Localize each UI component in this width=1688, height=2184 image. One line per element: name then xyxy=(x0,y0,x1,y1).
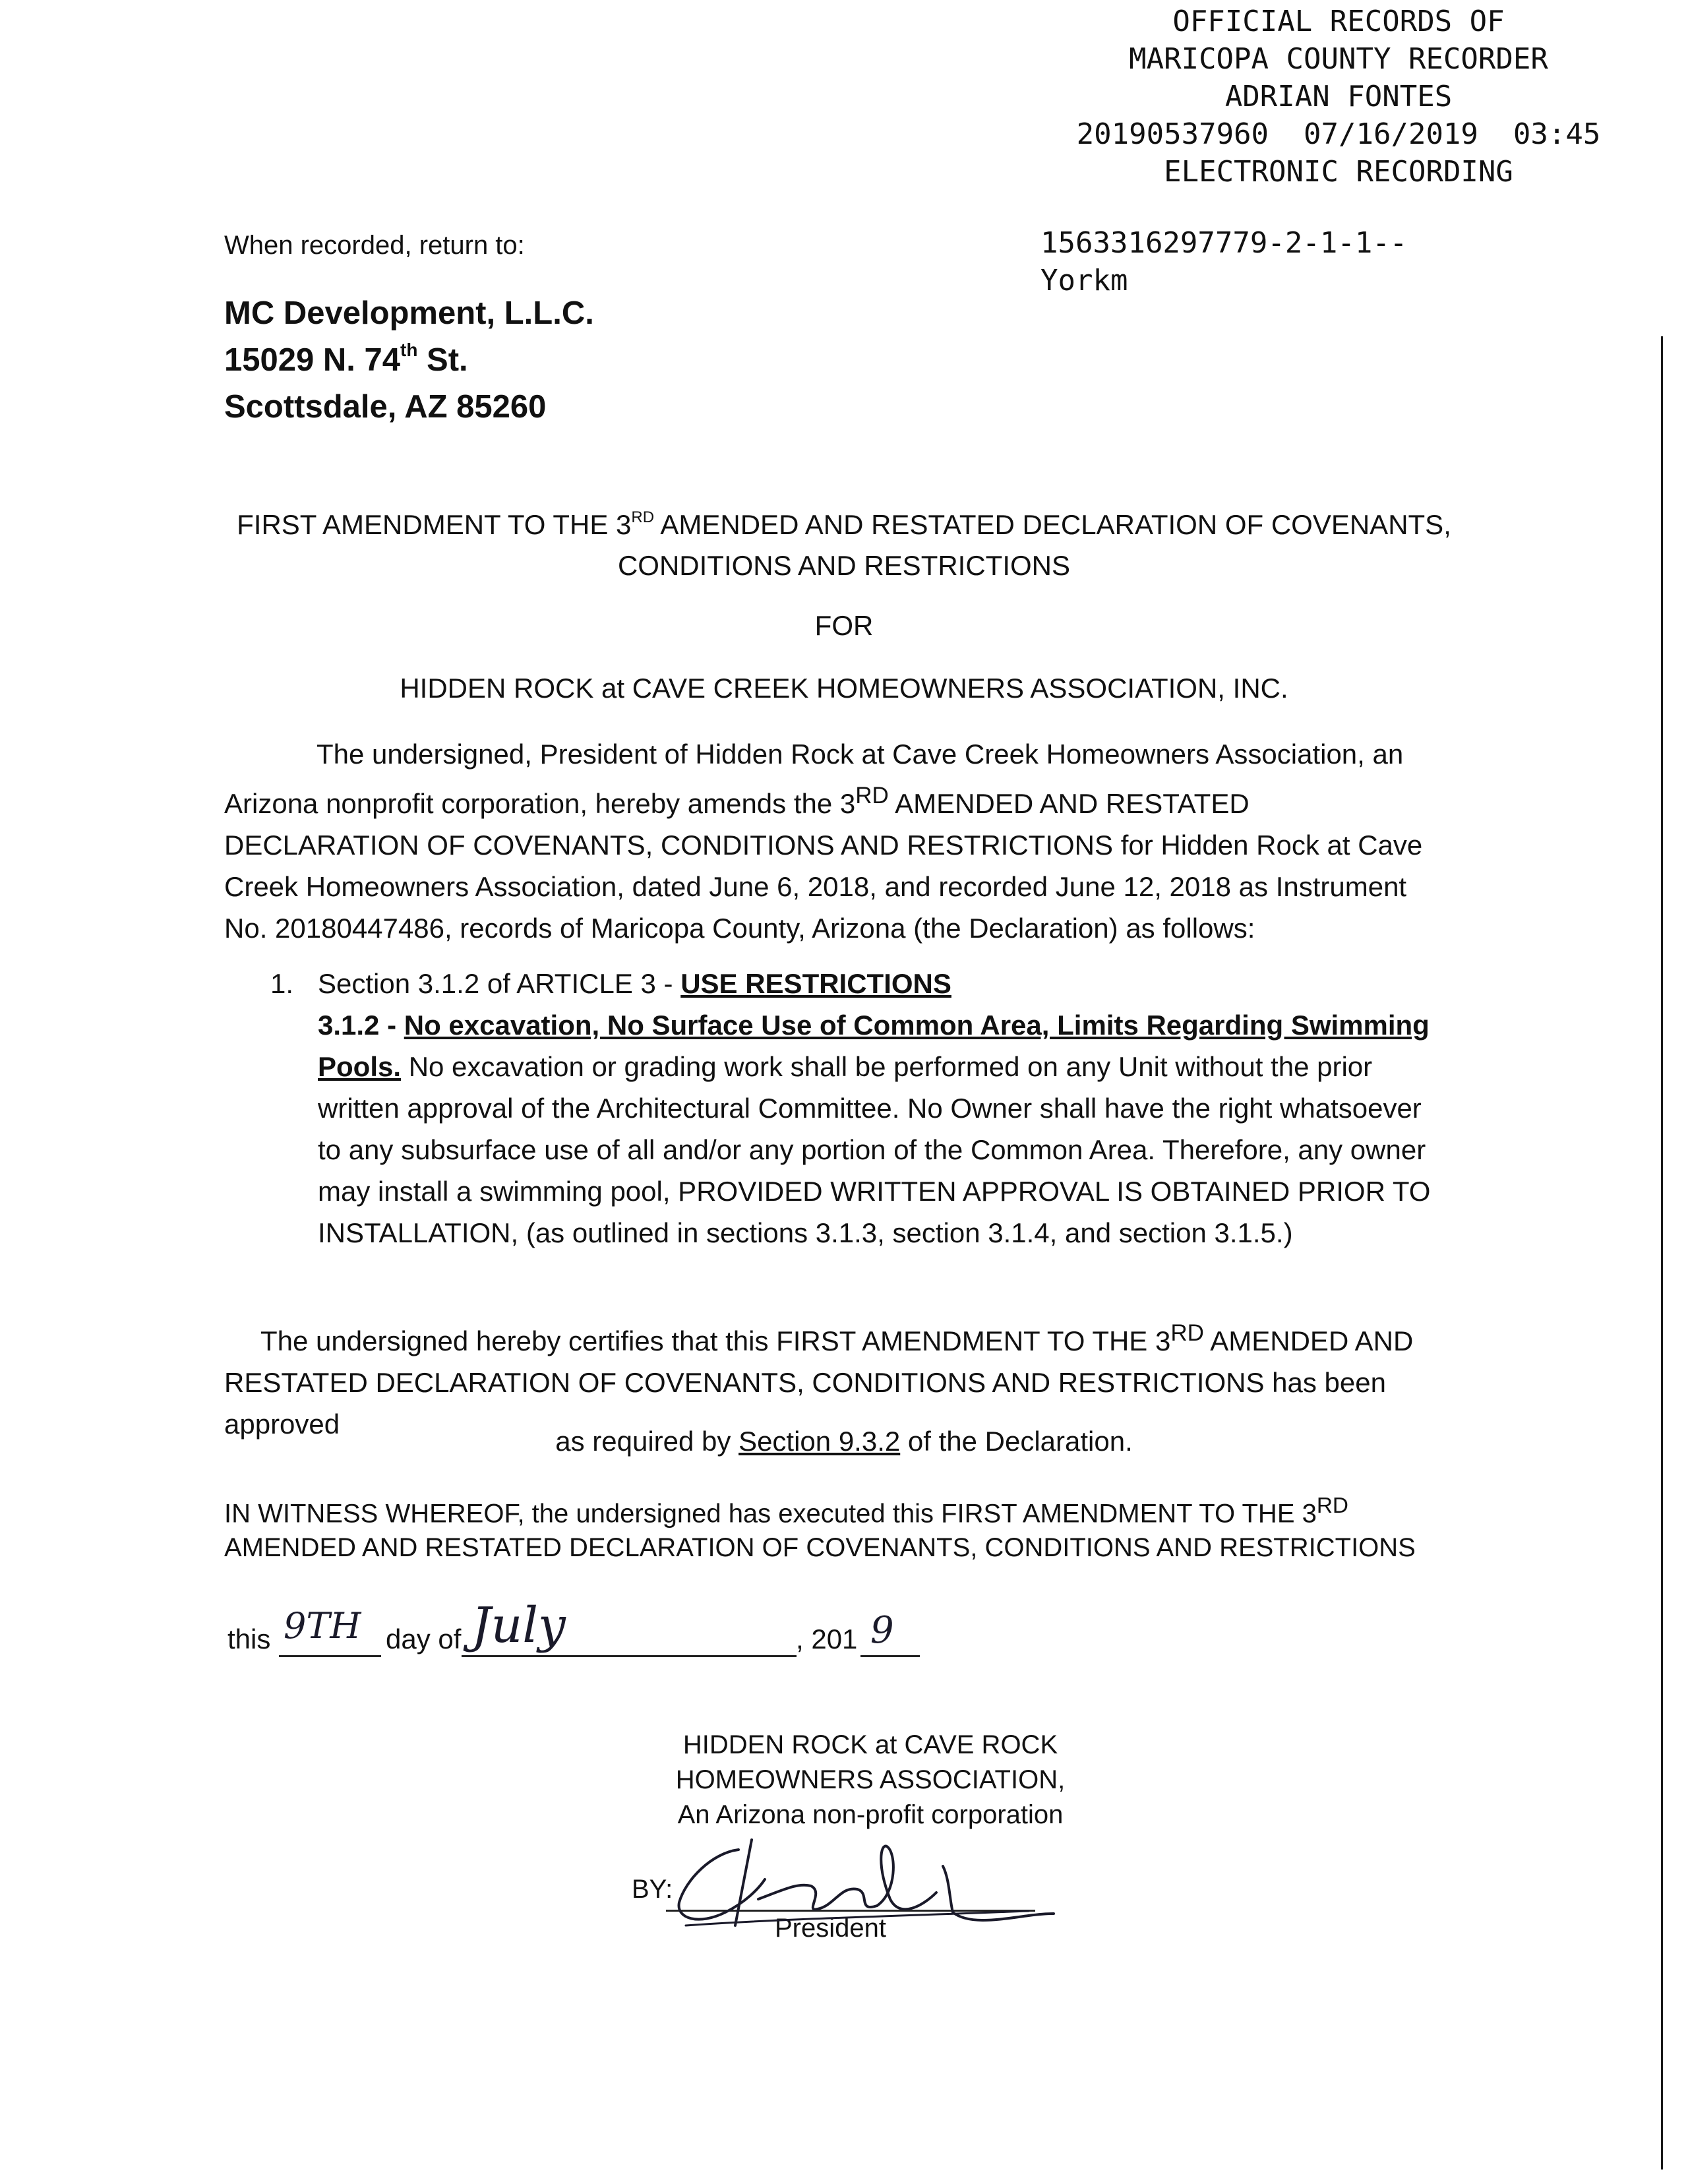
witness-pre: IN WITNESS WHEREOF, the undersigned has executed this FIRST AMENDMENT TO THE 3 xyxy=(224,1499,1317,1529)
item-heading-pre: Section 3.1.2 of ARTICLE 3 - xyxy=(318,968,681,999)
return-to-address xyxy=(224,290,594,431)
by-label: BY: xyxy=(632,1875,673,1904)
cert-pre: The undersigned hereby certifies that this FIRST AMENDMENT TO THE 3 xyxy=(260,1325,1171,1356)
recorder-line-3: ADRIAN FONTES xyxy=(1224,80,1453,113)
document-title xyxy=(198,504,1490,586)
witness-post: AMENDED AND RESTATED DECLARATION OF COVENANTS, CONDITIONS AND RESTRICTIONS xyxy=(224,1533,1416,1563)
president-label: President xyxy=(775,1914,886,1943)
recorder-stamp xyxy=(1029,3,1648,191)
recording-id xyxy=(1040,224,1407,299)
month-handwritten: July xyxy=(471,1597,566,1654)
street-type: St. xyxy=(417,342,468,378)
intro-pre: The undersigned, President of Hidden Rock at Cave Creek Homeowners Association, an Arizona nonprofit corporation, hereby amends the 3 xyxy=(224,739,1404,819)
street-number: 15029 N. 74 xyxy=(224,342,400,378)
witness-paragraph xyxy=(224,1489,1451,1565)
title-line-1 xyxy=(198,504,1490,545)
recording-id-line-1: 1563316297779-2-1-1-- xyxy=(1040,226,1408,260)
item-number: 1. xyxy=(270,968,294,999)
year-handwritten: 9 xyxy=(870,1609,894,1652)
association-name: HIDDEN ROCK at CAVE CREEK HOMEOWNERS ASSOCIATION, INC. xyxy=(400,673,1288,704)
item-heading xyxy=(318,963,951,1004)
item-paragraph xyxy=(318,1004,1452,1254)
month-blank xyxy=(462,1655,797,1657)
return-to-street xyxy=(224,337,594,384)
date-this-label: this xyxy=(227,1623,271,1654)
handwritten-signature xyxy=(659,1827,1055,1952)
date-day-of-label: day of xyxy=(386,1623,462,1654)
title-sup: RD xyxy=(631,508,655,526)
sig-line-1: HIDDEN ROCK at CAVE ROCK xyxy=(682,1730,1058,1759)
intro-post: AMENDED AND RESTATED DECLARATION OF COVENANTS, CONDITIONS AND RESTRICTIONS for Hidden Rock at Cave Creek Homeowners Association, dated June 6, 2018, and recorded June 12, 2018 as Instrument No. 20180447486, records of Maricopa County, Arizona (the Declaration) as follows: xyxy=(224,788,1423,944)
title-post: AMENDED AND RESTATED DECLARATION OF COVENANTS, xyxy=(654,509,1451,540)
sig-line-2: HOMEOWNERS ASSOCIATION, xyxy=(675,1765,1066,1794)
certification-paragraph xyxy=(224,1312,1451,1445)
title-for: FOR xyxy=(814,610,874,641)
cert-post: AMENDED AND RESTATED DECLARATION OF COVENANTS, CONDITIONS AND RESTRICTIONS has been approved xyxy=(224,1325,1414,1440)
cert-sup: RD xyxy=(1170,1320,1204,1346)
section-reference: Section 9.3.2 xyxy=(738,1426,901,1457)
witness-sup: RD xyxy=(1316,1494,1348,1518)
cert2-pre: as required by xyxy=(555,1426,739,1457)
recorder-line-5: ELECTRONIC RECORDING xyxy=(1164,155,1513,189)
day-handwritten: 9TH xyxy=(284,1605,361,1647)
title-pre: FIRST AMENDMENT TO THE 3 xyxy=(237,509,632,540)
recorder-line-4: 20190537960 07/16/2019 03:45 xyxy=(1076,117,1601,151)
signature-block xyxy=(593,1728,1147,1833)
intro-sup: RD xyxy=(855,783,889,808)
sig-line-3: An Arizona non-profit corporation xyxy=(677,1800,1064,1829)
day-blank xyxy=(279,1655,381,1657)
recording-id-line-2: Yorkm xyxy=(1040,264,1128,297)
intro-paragraph xyxy=(224,733,1447,949)
return-to-name: MC Development, L.L.C. xyxy=(224,295,594,331)
certification-line-2 xyxy=(198,1426,1490,1457)
date-year-prefix: , 201 xyxy=(796,1623,858,1654)
section-number: 3.1.2 - xyxy=(318,1010,404,1041)
section-body: No excavation or grading work shall be performed on any Unit without the prior written approval of the Architectural Committee. No Owner shall have the right whatsoever to any subsurface use of all and/or any portion of the Common Area. Therefore, any owner may install a swimming pool, PROVIDED WRITTEN APPROVAL IS OBTAINED PRIOR TO INSTALLATION, (as outlined in sections 3.1.3, section 3.1.4, and section 3.1.5.) xyxy=(318,1051,1431,1248)
year-blank xyxy=(860,1655,920,1657)
item-heading-underlined: USE RESTRICTIONS xyxy=(680,968,951,999)
scan-edge-line xyxy=(1661,336,1663,2169)
recorder-line-1: OFFICIAL RECORDS OF xyxy=(1172,5,1505,38)
return-to-label: When recorded, return to: xyxy=(224,231,525,260)
street-suffix: th xyxy=(400,340,418,360)
cert2-post: of the Declaration. xyxy=(900,1426,1133,1457)
section-title: No excavation, No Surface Use of Common Area, Limits Regarding Swimming Pools. xyxy=(318,1010,1430,1082)
return-to-city: Scottsdale, AZ 85260 xyxy=(224,389,547,425)
recorder-line-2: MARICOPA COUNTY RECORDER xyxy=(1129,42,1548,76)
title-line-2: CONDITIONS AND RESTRICTIONS xyxy=(617,550,1071,581)
